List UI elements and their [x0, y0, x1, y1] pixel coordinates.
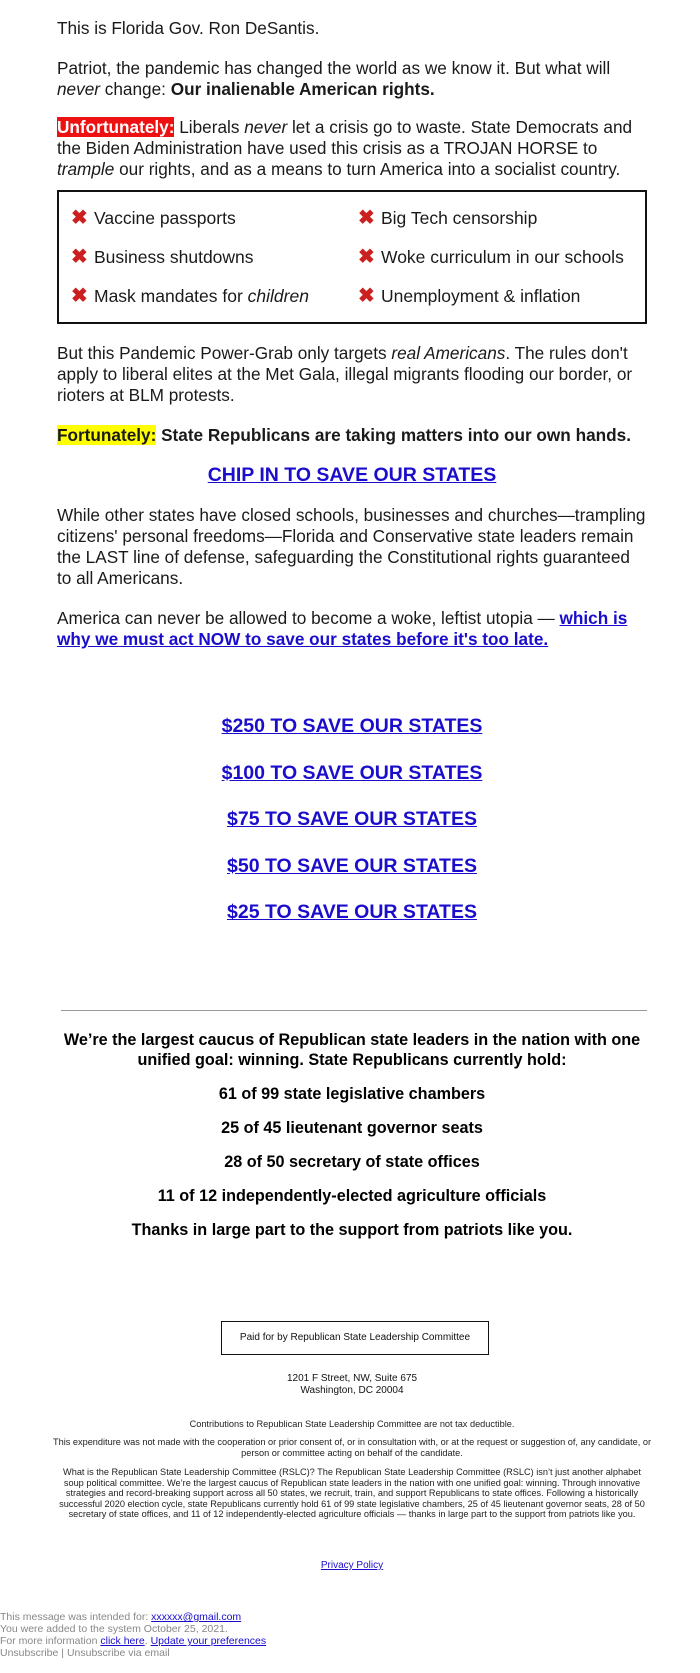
caucus-section: [57, 1030, 647, 1240]
donation-option: [57, 808, 647, 855]
email-footer: [0, 1611, 266, 1659]
fortunately-label: Fortunately:: [57, 425, 157, 445]
checklist-item: ✖ Big Tech censorship: [358, 207, 538, 229]
coordination-disclaimer: This expenditure was not made with the cooperation or prior consent of, or in consultation with, or at the request or suggestion of, any candidate, or person or committee acting on behalf of the candidate.: [52, 1437, 652, 1458]
address-block: [57, 1373, 647, 1397]
donate-25-link[interactable]: $25 TO SAVE OUR STATES: [227, 901, 477, 923]
donation-option: [57, 762, 647, 809]
unsubscribe-link[interactable]: Unsubscribe: [0, 1647, 59, 1659]
privacy-section: [57, 1560, 647, 1571]
tax-disclaimer: Contributions to Republican State Leadership Committee are not tax deductible.: [189, 1419, 515, 1429]
unsubscribe-line: Unsubscribe | Unsubscribe via email: [0, 1647, 170, 1659]
recipient-email-link[interactable]: xxxxxx@gmail.com: [151, 1611, 242, 1623]
stat-line: 11 of 12 independently-elected agriculture officials: [157, 1187, 547, 1205]
cta-main: [57, 465, 647, 486]
added-date-line: You were added to the system October 25, 2021.: [0, 1623, 228, 1635]
chip-in-link[interactable]: CHIP IN TO SAVE OUR STATES: [207, 464, 497, 486]
privacy-policy-link[interactable]: Privacy Policy: [320, 1560, 384, 1571]
stat-line: 61 of 99 state legislative chambers: [218, 1085, 486, 1103]
checklist-item: ✖ Unemployment & inflation: [358, 285, 581, 307]
donate-250-link[interactable]: $250 TO SAVE OUR STATES: [221, 715, 483, 737]
donation-option: [57, 901, 647, 948]
checklist-item: ✖ Woke curriculum in our schools: [358, 246, 624, 268]
fortunately-paragraph: Fortunately: State Republicans are taking matters into our own hands.: [57, 425, 631, 445]
more-info-line: For more information click here. Update your preferences: [0, 1635, 267, 1647]
pandemic-paragraph: Patriot, the pandemic has changed the world as we know it. But what will never change: Our inalienable American rights.: [57, 58, 611, 99]
donate-50-link[interactable]: $50 TO SAVE OUR STATES: [227, 854, 477, 877]
unsubscribe-email-link[interactable]: Unsubscribe via email: [66, 1647, 170, 1659]
x-mark-icon: ✖: [358, 285, 375, 307]
donation-option: [57, 855, 647, 902]
x-mark-icon: ✖: [71, 285, 88, 307]
x-mark-icon: ✖: [358, 207, 375, 229]
update-preferences-link[interactable]: Update your preferences: [150, 1635, 267, 1647]
other-states-paragraph: While other states have closed schools, businesses and churches—trampling citizens' personal freedoms—Florida and Conservative state leaders remain the LAST line of defense, safeguarding the Constitutional rights guaranteed to all Americans.: [57, 505, 646, 588]
click-here-link[interactable]: click here: [100, 1635, 145, 1647]
rslc-about-text: What is the Republican State Leadership Committee (RSLC)? The Republican State Leadership Committee (RSLC) isn’t just another alphabet soup political committee. We’re the largest caucus of Republican state leaders in the nation with one unified goal: winning. Through innovative strategies and record-breaking support across all 50 states, we recruit, train, and support Republicans to state offices. Following a historically successful 2020 election cycle, state Republicans currently hold 61 of 99 state legislative chambers, 25 of 45 lieutenant governor seats, 28 of 50 secretary of state offices, and 11 of 12 independently-elected agriculture officials — thanks in large part to the support from patriots like you.: [59, 1467, 645, 1519]
power-grab-paragraph: But this Pandemic Power-Grab only targets real Americans. The rules don't apply to liberal elites at the Met Gala, illegal migrants flooding our border, or rioters at BLM protests.: [57, 343, 633, 405]
rights-checklist: [57, 190, 647, 324]
act-now-link[interactable]: which is why we must act NOW to save our states before it's too late.: [57, 608, 628, 649]
caucus-heading: We’re the largest caucus of Republican state leaders in the nation with one unified goal: winning. State Republicans currently hold:: [63, 1031, 641, 1069]
donation-option: [57, 715, 647, 762]
inalienable-rights-text: Our inalienable American rights.: [170, 79, 435, 99]
donation-links: [57, 715, 647, 948]
woke-utopia-paragraph: America can never be allowed to become a woke, leftist utopia — which is why we must act NOW to save our states before it's too late.: [57, 608, 628, 649]
caucus-thanks: Thanks in large part to the support from patriots like you.: [131, 1221, 573, 1239]
address-line-2: Washington, DC 20004: [300, 1385, 404, 1396]
checklist-item: ✖ Business shutdowns: [71, 246, 254, 268]
checklist-item: ✖ Mask mandates for children: [71, 285, 309, 307]
donate-100-link[interactable]: $100 TO SAVE OUR STATES: [221, 761, 483, 784]
paid-for-box: Paid for by Republican State Leadership Committee: [221, 1321, 489, 1355]
x-mark-icon: ✖: [71, 207, 88, 229]
intended-for-line: This message was intended for: xxxxxx@gmail.com: [0, 1611, 242, 1623]
address-line-1: 1201 F Street, NW, Suite 675: [286, 1373, 418, 1384]
unfortunately-label: Unfortunately:: [57, 117, 175, 137]
x-mark-icon: ✖: [358, 246, 375, 268]
checklist-item: ✖ Vaccine passports: [71, 207, 236, 229]
email-body: [57, 18, 647, 650]
stat-line: 28 of 50 secretary of state offices: [224, 1153, 480, 1171]
section-divider: [61, 1010, 647, 1011]
intro-line: This is Florida Gov. Ron DeSantis.: [57, 18, 320, 38]
stat-line: 25 of 45 lieutenant governor seats: [221, 1119, 483, 1137]
x-mark-icon: ✖: [71, 246, 88, 268]
donate-75-link[interactable]: $75 TO SAVE OUR STATES: [227, 808, 477, 830]
unfortunately-paragraph: Unfortunately: Liberals never let a crisis go to waste. State Democrats and the Biden Administration have used this crisis as a TROJAN HORSE to trample our rights, and as a means to turn America into a socialist country.: [57, 117, 633, 179]
